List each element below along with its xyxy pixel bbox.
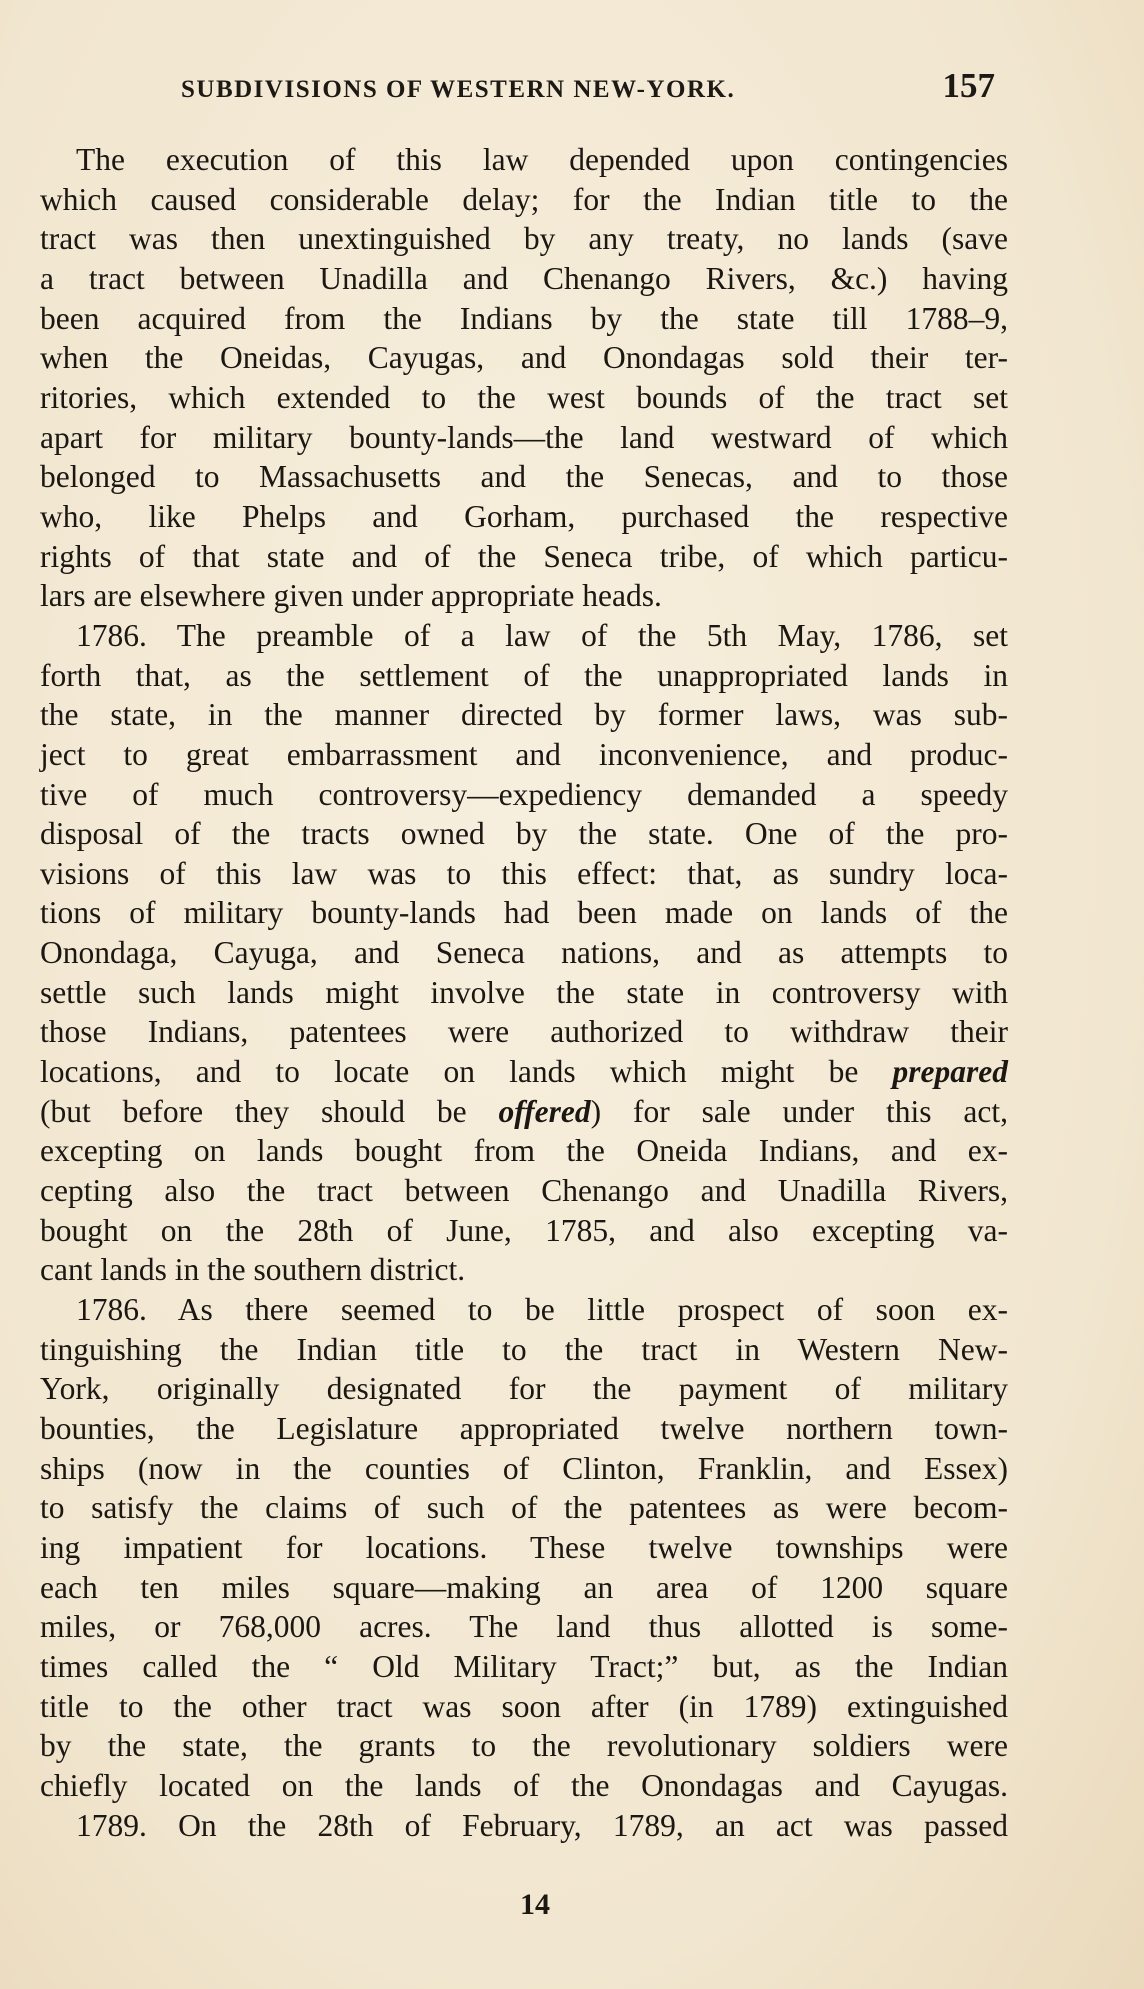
paragraph-3 — [40, 1290, 1008, 1330]
text-line: bought on the 28th of June, 1785, and also excepting va- — [40, 1212, 1008, 1248]
signature-mark: 14 — [520, 1888, 550, 1921]
paragraph-3-cont — [40, 1330, 1008, 1806]
body-text — [40, 140, 1008, 1845]
text-line: each ten miles square—making an area of 1200 square — [40, 1569, 1008, 1605]
text-line: tions of military bounty-lands had been made on lands of the — [40, 895, 1008, 931]
text-line: apart for military bounty-lands—the land westward of which — [40, 419, 1008, 455]
text-line: ritories, which extended to the west bounds of the tract set — [40, 379, 1008, 415]
text-line: settle such lands might involve the state in controversy with — [40, 974, 1008, 1010]
text-line: tract was then unextinguished by any treaty, no lands (save — [40, 221, 1008, 257]
paragraph-2 — [40, 616, 1008, 656]
text-line: Onondaga, Cayuga, and Seneca nations, and as attempts to — [40, 935, 1008, 971]
text-line: tive of much controversy—expediency demanded a speedy — [40, 776, 1008, 812]
text-line: miles, or 768,000 acres. The land thus allotted is some- — [40, 1609, 1008, 1645]
page-number: 157 — [942, 66, 995, 105]
text-line: rights of that state and of the Seneca tribe, of which particu- — [40, 538, 1008, 574]
text-line: 1789. On the 28th of February, 1789, an act was passed — [76, 1807, 1008, 1843]
text-line: ject to great embarrassment and inconvenience, and produc- — [40, 736, 1008, 772]
text-line: tinguishing the Indian title to the tract in Western New- — [40, 1331, 1008, 1367]
paragraph-1 — [40, 140, 1008, 180]
text-fragment: (but before they should be — [40, 1093, 467, 1129]
text-line: times called the “ Old Military Tract;” but, as the Indian — [40, 1648, 1008, 1684]
text-line: ing impatient for locations. These twelve townships were — [40, 1529, 1008, 1565]
running-head-title: SUBDIVISIONS OF WESTERN NEW-YORK. — [181, 76, 736, 103]
paragraph-4 — [40, 1806, 1008, 1846]
text-line: York, originally designated for the payment of military — [40, 1371, 1008, 1407]
text-line: ships (now in the counties of Clinton, Franklin, and Essex) — [40, 1450, 1008, 1486]
text-line — [40, 1052, 1008, 1092]
text-line: The execution of this law depended upon contingencies — [76, 142, 1008, 177]
text-line: forth that, as the settlement of the unappropriated lands in — [40, 657, 1008, 693]
text-line: visions of this law was to this effect: that, as sundry loca- — [40, 855, 1008, 891]
text-line: title to the other tract was soon after (in 1789) extinguished — [40, 1688, 1008, 1724]
text-line: by the state, the grants to the revolutionary soldiers were — [40, 1728, 1008, 1764]
text-line: chiefly located on the lands of the Onondagas and Cayugas. — [40, 1767, 1008, 1803]
text-line: been acquired from the Indians by the state till 1788–9, — [40, 300, 1008, 336]
text-line: the state, in the manner directed by former laws, was sub- — [40, 697, 1008, 733]
text-line: excepting on lands bought from the Oneida Indians, and ex- — [40, 1133, 1008, 1169]
text-line: a tract between Unadilla and Chenango Rivers, &c.) having — [40, 260, 1008, 296]
text-fragment: ) for sale under this act, — [590, 1093, 1009, 1129]
text-line: when the Oneidas, Cayugas, and Onondagas sold their ter- — [40, 340, 1008, 376]
text-line: cant lands in the southern district. — [40, 1252, 466, 1288]
text-line: cepting also the tract between Chenango and Unadilla Rivers, — [40, 1173, 1008, 1209]
text-line: those Indians, patentees were authorized to withdraw their — [40, 1014, 1008, 1050]
text-line: 1786. The preamble of a law of the 5th May, 1786, set — [76, 617, 1008, 653]
text-line: disposal of the tracts owned by the state. One of the pro- — [40, 816, 1008, 852]
text-line: belonged to Massachusetts and the Senecas, and to those — [40, 459, 1008, 495]
text-fragment: locations, and to locate on lands which might be — [40, 1054, 859, 1090]
text-line — [40, 1092, 1008, 1132]
italic-word-prepared: prepared — [892, 1054, 1008, 1090]
text-line: who, like Phelps and Gorham, purchased the respective — [40, 498, 1008, 534]
running-head — [175, 62, 995, 112]
italic-word-offered: offered — [498, 1093, 591, 1129]
text-line: which caused considerable delay; for the Indian title to the — [40, 181, 1008, 217]
text-line: to satisfy the claims of such of the patentees as were becom- — [40, 1490, 1008, 1526]
text-line: lars are elsewhere given under appropriate heads. — [40, 578, 662, 614]
text-line: 1786. As there seemed to be little prospect of soon ex- — [76, 1292, 1008, 1328]
paragraph-1-cont — [40, 180, 1008, 616]
text-line: bounties, the Legislature appropriated twelve northern town- — [40, 1411, 1008, 1446]
paragraph-2-cont — [40, 656, 1008, 1291]
